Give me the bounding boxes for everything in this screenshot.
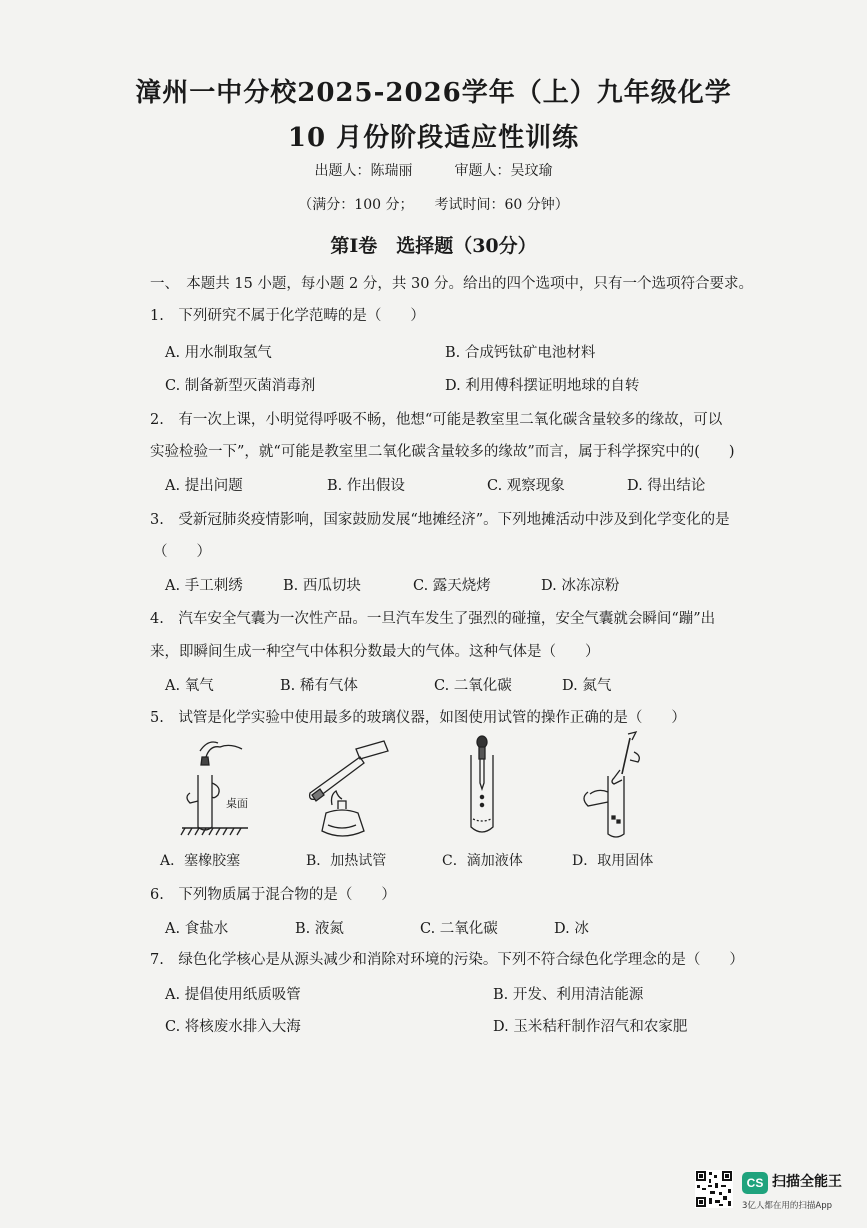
q7-option-b: B. 开发、利用清洁能源	[493, 987, 644, 1003]
question-4-stem-line2: 来，即瞬间生成一种空气中体积分数最大的气体。这种气体是（ ）	[150, 644, 600, 660]
question-2-stem-line1: 2. 有一次上课，小明觉得呼吸不畅，他想“可能是教室里二氧化碳含量较多的缘故，可以	[150, 412, 723, 428]
q1-option-b: B. 合成钙钛矿电池材料	[445, 345, 596, 361]
q3-option-a: A. 手工刺绣	[165, 578, 243, 594]
q2-option-b: B. 作出假设	[327, 478, 405, 494]
q1-option-a: A. 用水制取氢气	[165, 345, 272, 361]
q7-option-a: A. 提倡使用纸质吸管	[165, 987, 301, 1003]
question-4-stem-line1: 4. 汽车安全气囊为一次性产品。一旦汽车发生了强烈的碰撞，安全气囊就会瞬间“蹦”出	[150, 611, 716, 627]
scanner-logo: CS	[742, 1172, 768, 1194]
q4-option-a: A. 氧气	[165, 678, 214, 694]
exam-meta: （满分：100 分； 考试时间：60 分钟）	[298, 197, 569, 213]
q4-option-c: C. 二氧化碳	[434, 678, 512, 694]
q1-option-c: C. 制备新型灭菌消毒剂	[165, 378, 316, 394]
q6-option-d: D. 冰	[554, 921, 589, 937]
scanner-tagline: 3亿人都在用的扫描App	[742, 1201, 833, 1211]
question-6-stem: 6. 下列物质属于混合物的是（ ）	[150, 887, 396, 903]
exam-authors: 出题人：陈瑞丽 审题人：吴玟瑜	[314, 163, 553, 179]
q2-option-a: A. 提出问题	[165, 478, 243, 494]
section-instruction: 一、 本题共 15 小题，每小题 2 分，共 30 分。给出的四个选项中，只有一个选项符合要求。	[150, 276, 754, 292]
scanner-brand: 扫描全能王	[772, 1174, 842, 1190]
figure-c-dropper	[462, 735, 502, 840]
q2-option-c: C. 观察现象	[487, 478, 565, 494]
q5-option-d: D．取用固体	[572, 853, 654, 869]
q3-option-b: B. 西瓜切块	[283, 578, 361, 594]
section-title: 第Ⅰ卷 选择题（30分）	[330, 235, 537, 257]
question-5-stem: 5. 试管是化学实验中使用最多的玻璃仪器，如图使用试管的操作正确的是（ ）	[150, 710, 686, 726]
question-3-stem-line2: （ ）	[153, 544, 211, 560]
q7-option-d: D. 玉米秸秆制作沼气和农家肥	[493, 1019, 688, 1035]
question-2-stem-line2: 实验检验一下”，就“可能是教室里二氧化碳含量较多的缘故”而言，属于科学探究中的( )	[150, 444, 735, 460]
q5-option-c: C．滴加液体	[442, 853, 523, 869]
question-1-stem: 1. 下列研究不属于化学范畴的是（ ）	[150, 308, 425, 324]
q2-option-d: D. 得出结论	[627, 478, 706, 494]
q5-option-b: B．加热试管	[306, 853, 387, 869]
figure-d-solid	[578, 730, 658, 840]
figure-b-heating	[298, 735, 393, 840]
figure-a-desk-label: 桌面	[226, 797, 248, 810]
exam-subtitle: 10 月份阶段适应性训练	[287, 123, 580, 153]
q5-option-a: A．塞橡胶塞	[160, 853, 241, 869]
q4-option-b: B. 稀有气体	[280, 678, 358, 694]
exam-title: 漳州一中分校2025-2026学年（上）九年级化学	[135, 78, 732, 108]
question-7-stem: 7. 绿色化学核心是从源头减少和消除对环境的污染。下列不符合绿色化学理念的是（ ）	[150, 952, 744, 968]
q6-option-c: C. 二氧化碳	[420, 921, 498, 937]
qr-code-icon	[695, 1170, 733, 1208]
figure-a-stopper	[180, 735, 260, 840]
question-3-stem-line1: 3. 受新冠肺炎疫情影响，国家鼓励发展“地摊经济”。下列地摊活动中涉及到化学变化的是	[150, 512, 730, 528]
q3-option-d: D. 冰冻凉粉	[541, 578, 620, 594]
q7-option-c: C. 将核废水排入大海	[165, 1019, 301, 1035]
q6-option-a: A. 食盐水	[165, 921, 229, 937]
q6-option-b: B. 液氮	[295, 921, 344, 937]
q1-option-d: D. 利用傅科摆证明地球的自转	[445, 378, 640, 394]
q3-option-c: C. 露天烧烤	[413, 578, 491, 594]
q4-option-d: D. 氮气	[562, 678, 612, 694]
